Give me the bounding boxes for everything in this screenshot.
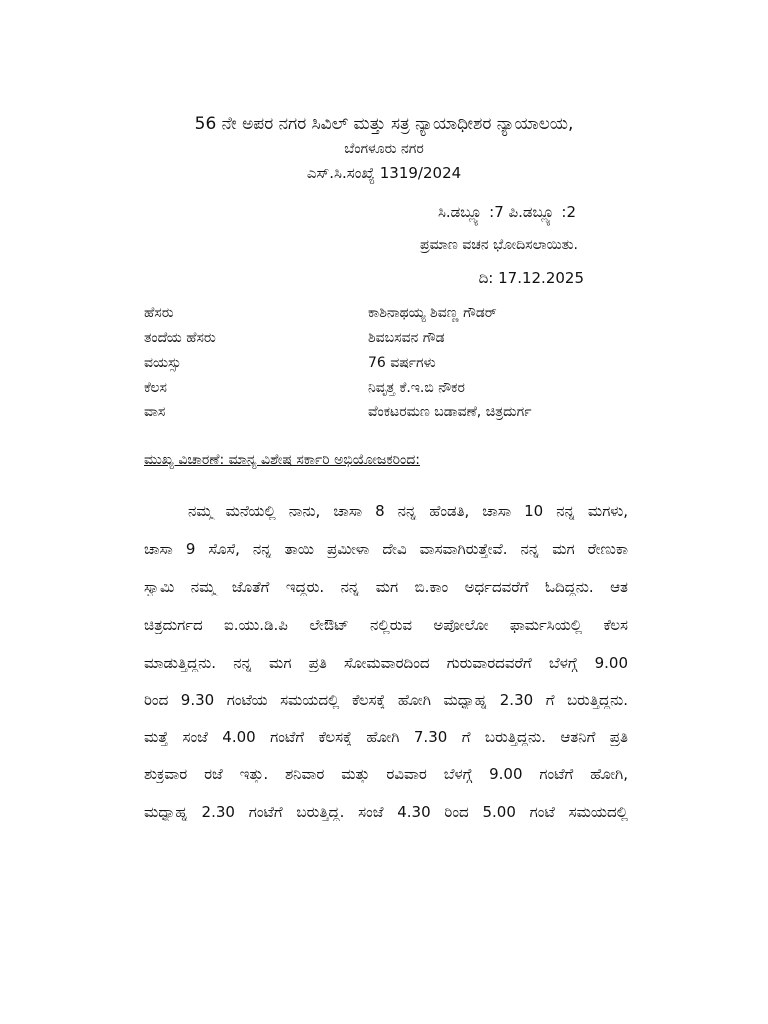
- section-heading: ಮುಖ್ಯ ವಿಚಾರಣೆ: ಮಾನ್ಯ ವಿಶೇಷ ಸರ್ಕಾರಿ ಅಭಿಯೋಜಕರಿಂದ:: [144, 452, 420, 468]
- body-line: ಶುಕ್ರವಾರ ರಜೆ ಇತ್ತು. ಶನಿವಾರ ಮತ್ತು ರವಿವಾರ ಬೆಳಗ್ಗೆ 9.00 ಗಂಟೆಗೆ ಹೋಗಿ,: [144, 765, 628, 783]
- body-line: ಸ್ವಾಮಿ ನಮ್ಮ ಜೊತೆಗೆ ಇದ್ದರು. ನನ್ನ ಮಗ ಬಿ.ಕಾಂ ಅರ್ಧದವರೆಗೆ ಓದಿದ್ದನು. ಆತ: [144, 578, 628, 596]
- body-line: ಚಾಸಾ 9 ಸೊಸೆ, ನನ್ನ ತಾಯಿ ಪ್ರಮೀಳಾ ದೇವಿ ವಾಸವಾಗಿರುತ್ತೇವೆ. ನನ್ನ ಮಗ ರೇಣುಕಾ: [144, 540, 628, 558]
- body-line: ರಿಂದ 9.30 ಗಂಟೆಯ ಸಮಯದಲ್ಲಿ ಕೆಲಸಕ್ಕೆ ಹೋಗಿ ಮಧ್ಯಾಹ್ನ 2.30 ಗೆ ಬರುತ್ತಿದ್ದನು.: [144, 691, 628, 709]
- witness-number: ಸಿ.ಡಬ್ಲ್ಯೂ :7 ಪಿ.ಡಬ್ಲ್ಯೂ :2: [437, 203, 576, 221]
- detail-label-father-name: ತಂದೆಯ ಹೆಸರು: [144, 330, 216, 346]
- detail-label-occupation: ಕೆಲಸ: [144, 380, 167, 396]
- oath-statement: ಪ್ರಮಾಣ ವಚನ ಭೋದಿಸಲಾಯಿತು.: [420, 237, 578, 253]
- detail-value-residence: ವೆಂಕಟರಮಣ ಬಡಾವಣೆ, ಚಿತ್ರದುರ್ಗ: [368, 404, 532, 420]
- detail-value-age: 76 ವರ್ಷಗಳು: [368, 355, 436, 371]
- detail-value-occupation: ನಿವೃತ್ತ ಕೆ.ಇ.ಬಿ ನೌಕರ: [368, 380, 465, 396]
- detail-value-name: ಕಾಶಿನಾಥಯ್ಯ ಶಿವಣ್ಣ ಗೌಡರ್: [368, 305, 497, 321]
- body-line: ಮತ್ತೆ ಸಂಜೆ 4.00 ಗಂಟೆಗೆ ಕೆಲಸಕ್ಕೆ ಹೋಗಿ 7.30 ಗೆ ಬರುತ್ತಿದ್ದನು. ಆತನಿಗೆ ಪ್ರತಿ: [144, 728, 628, 746]
- body-line: ನಮ್ಮ ಮನೆಯಲ್ಲಿ ನಾನು, ಚಾಸಾ 8 ನನ್ನ ಹೆಂಡತಿ, ಚಾಸಾ 10 ನನ್ನ ಮಗಳು,: [188, 502, 628, 520]
- body-line: ಚಿತ್ರದುರ್ಗದ ಐ.ಯು.ಡಿ.ಪಿ ಲೇಔಟ್ ನಲ್ಲಿರುವ ಅಪೋಲೋ ಫಾರ್ಮಸಿಯಲ್ಲಿ ಕೆಲಸ: [144, 616, 628, 634]
- city-name: ಬೆಂಗಳೂರು ನಗರ: [344, 141, 424, 157]
- body-line: ಮಧ್ಯಾಹ್ನ 2.30 ಗಂಟೆಗೆ ಬರುತ್ತಿದ್ದ. ಸಂಜೆ 4.30 ರಿಂದ 5.00 ಗಂಟೆ ಸಮಯದಲ್ಲಿ: [144, 803, 628, 821]
- case-number: ಎಸ್.ಸಿ.ಸಂಖ್ಯೆ 1319/2024: [306, 164, 462, 182]
- detail-value-father-name: ಶಿವಬಸವನ ಗೌಡ: [368, 330, 445, 346]
- detail-label-name: ಹೆಸರು: [144, 305, 174, 321]
- body-line: ಮಾಡುತ್ತಿದ್ದನು. ನನ್ನ ಮಗ ಪ್ರತಿ ಸೋಮವಾರದಿಂದ ಗುರುವಾರದವರೆಗೆ ಬೆಳಗ್ಗೆ 9.00: [144, 654, 628, 672]
- document-date: ದಿ: 17.12.2025: [478, 269, 584, 287]
- detail-label-residence: ವಾಸ: [144, 404, 166, 420]
- detail-label-age: ವಯಸ್ಸು: [144, 355, 182, 371]
- court-name: 56 ನೇ ಅಪರ ನಗರ ಸಿವಿಲ್ ಮತ್ತು ಸತ್ರ ನ್ಯಾಯಾಧೀಶರ ನ್ಯಾಯಾಲಯ,: [194, 114, 574, 134]
